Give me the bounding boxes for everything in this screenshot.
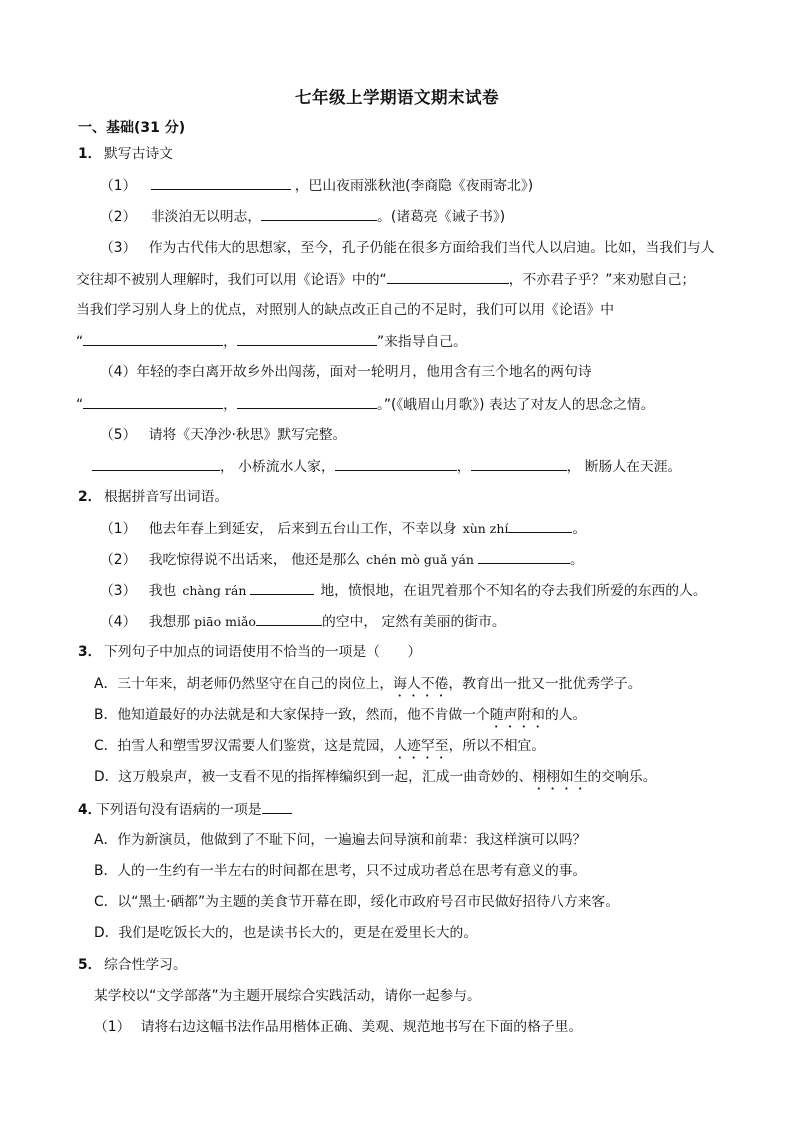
q2-sub-1 <box>100 518 586 539</box>
dotted-word: 栩栩如生 <box>532 769 588 785</box>
q3-option-a[interactable] <box>94 674 642 700</box>
question-2 <box>78 487 228 507</box>
answer-blank[interactable] <box>261 206 377 221</box>
q3-option-d[interactable] <box>94 767 657 793</box>
sub-label: （1） <box>94 1019 131 1035</box>
dotted-word: 人迹罕至 <box>393 738 449 754</box>
q4-option-c[interactable]: C．以“黑土·硒都”为主题的美食节开幕在即，绥化市政府号召市民做好招待八方来客。 <box>94 894 619 910</box>
sub-text: ，不亦君子乎？”来劝慰自己； <box>508 272 696 288</box>
sub-text: 请将右边这幅书法作品用楷体正确、美观、规范地书写在下面的格子里。 <box>140 1019 583 1035</box>
sub-label: （4） <box>100 614 137 630</box>
q1-sub-4-line1 <box>100 362 592 382</box>
sub-text: ， 断肠人在天涯。 <box>566 459 682 475</box>
sub-text: 。(诸葛亮《诫子书》) <box>377 209 506 225</box>
answer-blank[interactable] <box>83 331 223 346</box>
answer-blank[interactable] <box>237 394 377 409</box>
option-text: A．三十年来，胡老师仍然坚守在自己的岗位上， <box>94 676 394 692</box>
q1-sub-4-line2 <box>76 394 655 415</box>
question-number: 5． <box>78 957 102 973</box>
sub-label: （3） <box>100 240 137 256</box>
option-text: ，教育出一批又一批优秀学子。 <box>448 676 642 692</box>
sub-text: ，巴山夜雨涨秋池(李商隐《夜雨寄北》) <box>294 178 534 194</box>
question-stem: 根据拼音写出词语。 <box>104 489 229 505</box>
answer-blank[interactable] <box>92 456 220 471</box>
question-stem: 综合性学习。 <box>104 957 187 973</box>
sub-label: （2） <box>100 209 137 225</box>
q1-sub-1 <box>100 175 533 196</box>
question-5 <box>78 955 187 975</box>
q3-option-c[interactable] <box>94 736 545 762</box>
sub-text: 他去年春上到延安， 后来到五台山工作，不幸以身 <box>148 521 457 537</box>
q1-sub-5 <box>100 425 346 445</box>
answer-blank[interactable] <box>151 175 291 190</box>
answer-blank[interactable] <box>335 456 457 471</box>
sub-text: 非淡泊无以明志， <box>150 209 262 225</box>
answer-blank[interactable] <box>83 394 223 409</box>
q1-sub-3-line1 <box>100 238 714 258</box>
sub-text: ， 小桥流水人家， <box>220 459 335 475</box>
question-1 <box>78 144 173 164</box>
sub-text: 地，愤恨地，在诅咒着那个不知名的夺去我们所爱的东西的人。 <box>320 583 707 599</box>
sub-text: 我也 <box>148 583 177 599</box>
q1-sub-2 <box>100 206 505 227</box>
sub-text: 。 <box>572 521 587 537</box>
pinyin: piāo miǎo <box>194 614 256 629</box>
sub-text: 的空中， 定然有美丽的街市。 <box>321 614 506 630</box>
answer-blank[interactable] <box>508 518 572 533</box>
option-text: C．拍雪人和塑雪罗汉需要人们鉴赏，这是荒园， <box>94 738 394 754</box>
page-title: 七年级上学期语文期末试卷 <box>295 88 499 107</box>
answer-blank[interactable] <box>387 269 509 284</box>
q3-option-b[interactable] <box>94 705 586 731</box>
quote-mark: “ <box>76 397 84 413</box>
pinyin: chén mò guǎ yán <box>366 552 474 567</box>
option-text: 的交响乐。 <box>587 769 657 785</box>
answer-blank[interactable] <box>237 331 377 346</box>
question-4 <box>78 799 292 820</box>
sub-text: （4）年轻的李白离开故乡外出闯荡，面对一轮明月，他用含有三个地名的两句诗 <box>100 364 592 380</box>
sub-label: （2） <box>100 552 137 568</box>
sub-text: 交往却不被别人理解时，我们可以用《论语》中的“ <box>76 272 387 288</box>
sub-text: 。”(《峨眉山月歌》) 表达了对友人的思念之情。 <box>376 397 655 413</box>
sub-label: （5） <box>100 427 137 443</box>
question-number: 1． <box>78 146 102 162</box>
question-stem: 下列语句没有语病的一项是 <box>96 802 262 818</box>
sub-text: 我想那 <box>148 614 191 630</box>
pinyin: xùn zhí <box>462 521 509 536</box>
q4-option-b[interactable]: B．人的一生约有一半左右的时间都在思考，只不过成功者总在思考有意义的事。 <box>94 863 587 879</box>
sub-text: ， <box>223 397 237 413</box>
sub-text: 当我们学习别人身上的优点，对照别人的缺点改正自己的不足时，我们可以用《论语》中 <box>76 302 615 318</box>
sub-label: （3） <box>100 583 137 599</box>
sub-text: ， <box>456 459 471 475</box>
answer-blank[interactable] <box>471 456 567 471</box>
q1-sub-3-line4 <box>76 331 467 352</box>
dotted-word: 随声附和 <box>489 707 545 723</box>
answer-blank[interactable] <box>250 580 314 595</box>
question-3 <box>78 642 421 662</box>
sub-text: 请将《天净沙·秋思》默写完整。 <box>148 427 347 443</box>
answer-blank[interactable] <box>478 549 570 564</box>
option-text: B．他知道最好的办法就是和大家保持一致，然而，他不肯做一个 <box>94 707 490 723</box>
answer-blank[interactable] <box>262 799 292 814</box>
q4-option-d[interactable]: D．我们是吃饭长大的，也是读书长大的，更是在爱里长大的。 <box>94 925 478 941</box>
sub-text: 作为古代伟大的思想家，至今，孔子仍能在很多方面给我们当代人以启迪。比如，当我们与人 <box>148 240 715 256</box>
section-heading: 一、基础(31 分) <box>78 120 186 136</box>
q5-intro: 某学校以“文学部落”为主题开展综合实践活动，请你一起参与。 <box>94 988 481 1004</box>
q5-sub-1 <box>94 1017 582 1037</box>
sub-text: ， <box>223 334 237 350</box>
question-number: 4． <box>78 802 102 818</box>
option-text: 的人。 <box>544 707 587 723</box>
sub-text: 。 <box>569 552 584 568</box>
sub-label: （1） <box>100 521 137 537</box>
question-number: 3． <box>78 644 102 660</box>
option-text: ，所以不相宜。 <box>448 738 546 754</box>
question-stem: 默写古诗文 <box>104 146 173 162</box>
q1-sub-3-line3 <box>76 300 614 320</box>
q4-option-a[interactable]: A．作为新演员，他做到了不耻下问，一遍遍去问导演和前辈：我这样演可以吗？ <box>94 832 587 848</box>
sub-text: ”来指导自己。 <box>376 334 467 350</box>
q2-sub-2 <box>100 549 584 570</box>
option-text: D．这万般泉声，被一支看不见的指挥棒编织到一起，汇成一曲奇妙的、 <box>94 769 533 785</box>
q2-sub-4 <box>100 611 506 632</box>
q2-sub-3 <box>100 580 707 601</box>
dotted-word: 诲人不倦 <box>393 676 449 692</box>
q1-sub-3-line2 <box>76 269 695 290</box>
question-stem: 下列句子中加点的词语使用不恰当的一项是（ ） <box>104 644 422 660</box>
answer-blank[interactable] <box>256 611 322 626</box>
sub-text: 我吃惊得说不出话来， 他还是那么 <box>148 552 361 568</box>
sub-label: （1） <box>100 178 137 194</box>
q1-sub-5-answer <box>92 456 681 477</box>
question-number: 2． <box>78 489 102 505</box>
pinyin: chàng rán <box>182 583 247 598</box>
quote-mark: “ <box>76 334 84 350</box>
